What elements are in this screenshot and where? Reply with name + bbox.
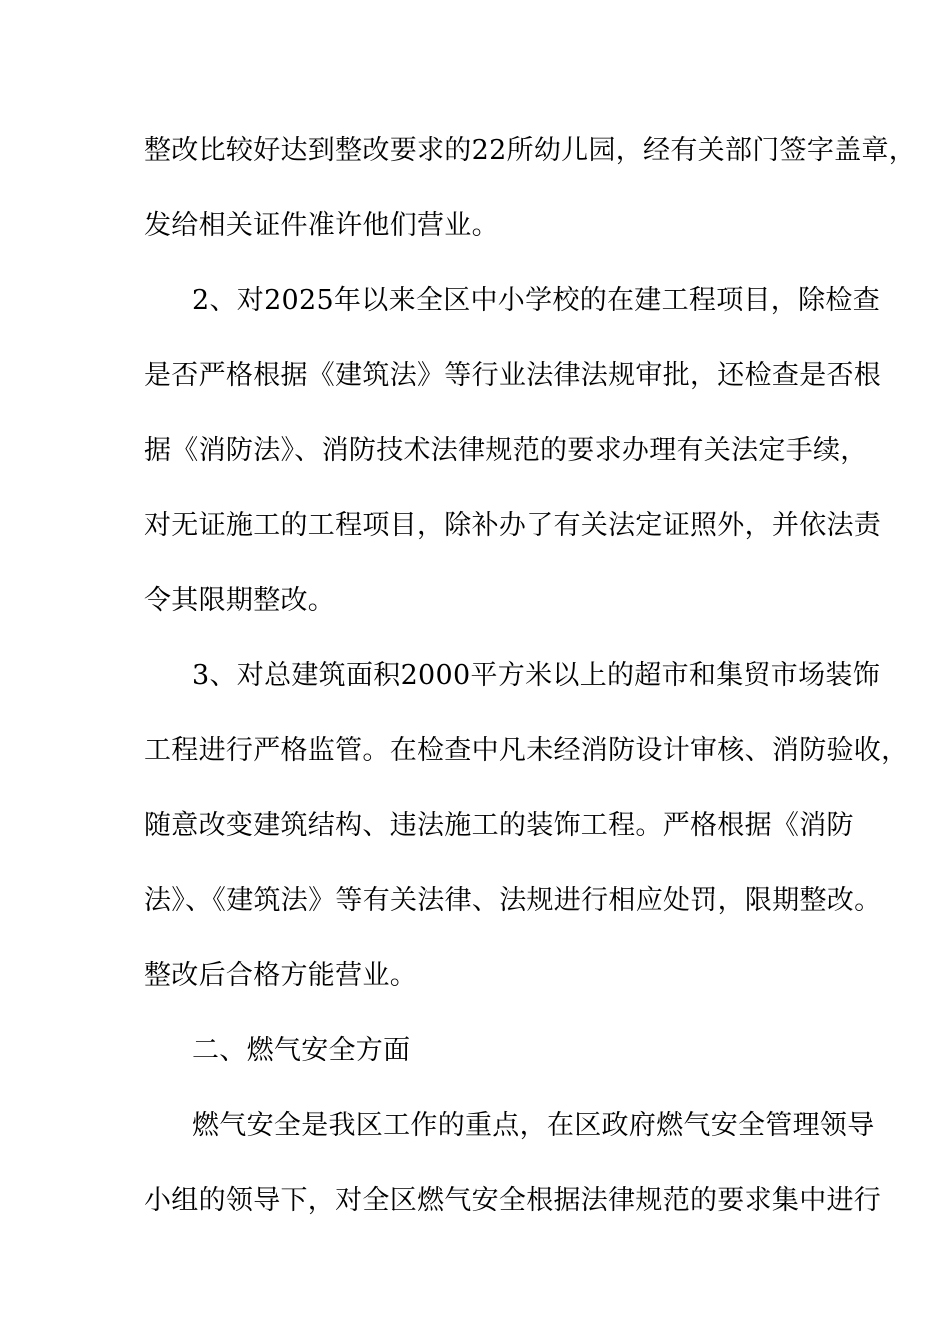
body-text-line: 据《消防法》、消防技术法律规范的要求办理有关法定手续， (144, 435, 868, 466)
body-text-line: 是否严格根据《建筑法》等行业法律法规审批，还检查是否根 (144, 360, 882, 391)
body-text-line: 整改比较好达到整改要求的22所幼儿园，经有关部门签字盖章， (144, 135, 917, 166)
section-heading: 二、燃气安全方面 (192, 1035, 411, 1066)
body-text-line: 令其限期整改。 (144, 585, 336, 616)
body-text-line: 法》、《建筑法》等有关法律、法规进行相应处罚，限期整改。 (144, 885, 882, 916)
paragraph-start-line: 2、对2025年以来全区中小学校的在建工程项目，除检查 (192, 285, 880, 316)
body-text-line: 工程进行严格监管。在检查中凡未经消防设计审核、消防验收， (144, 735, 909, 766)
paragraph-start-line: 3、对总建筑面积2000平方米以上的超市和集贸市场装饰 (192, 660, 880, 691)
body-text-line: 小组的领导下，对全区燃气安全根据法律规范的要求集中进行 (144, 1185, 882, 1216)
body-text-line: 发给相关证件准许他们营业。 (144, 210, 499, 241)
paragraph-start-line: 燃气安全是我区工作的重点，在区政府燃气安全管理领导 (192, 1110, 875, 1141)
body-text-line: 随意改变建筑结构、违法施工的装饰工程。严格根据《消防 (144, 810, 854, 841)
body-text-line: 整改后合格方能营业。 (144, 960, 417, 991)
body-text-line: 对无证施工的工程项目，除补办了有关法定证照外，并依法责 (144, 510, 882, 541)
